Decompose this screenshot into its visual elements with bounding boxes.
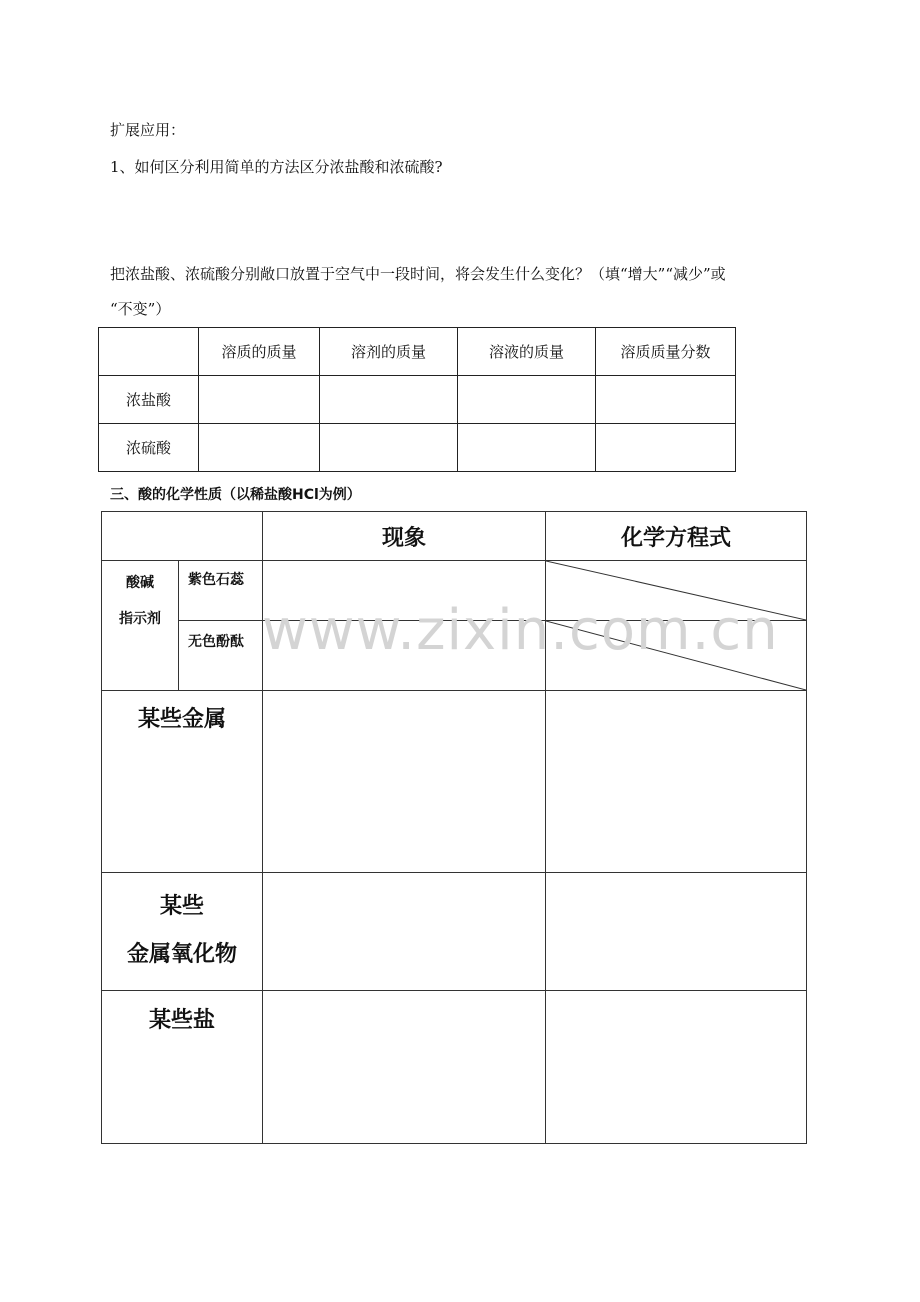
table-row <box>102 621 807 691</box>
answer-cell[interactable] <box>263 691 546 873</box>
indicator-group-label <box>102 561 179 691</box>
answer-cell[interactable] <box>458 376 596 424</box>
answer-cell[interactable] <box>199 424 320 472</box>
extend-heading: 扩展应用： <box>110 121 186 139</box>
metal-oxides-label <box>102 873 263 991</box>
phenolphthalein-label: 无色酚酞 <box>179 621 263 691</box>
answer-cell[interactable] <box>458 424 596 472</box>
table-header-cell: 溶质质量分数 <box>596 328 736 376</box>
answer-cell[interactable] <box>199 376 320 424</box>
section-3-title: 三、酸的化学性质（以稀盐酸HCl为例） <box>110 487 361 503</box>
table-row <box>99 376 736 424</box>
question-2-line-2: “不变”） <box>110 300 171 318</box>
answer-cell[interactable] <box>546 691 807 873</box>
table-row <box>102 873 807 991</box>
empty-header-cell <box>102 512 263 561</box>
answer-cell[interactable] <box>320 424 458 472</box>
crossed-out-cell <box>546 561 807 621</box>
answer-cell[interactable] <box>263 621 546 691</box>
litmus-label: 紫色石蕊 <box>179 561 263 621</box>
watermark: www.zixin.com.cn <box>262 598 779 663</box>
table-row <box>102 691 807 873</box>
table-header-cell: 溶剂的质量 <box>320 328 458 376</box>
equation-header: 化学方程式 <box>546 512 807 561</box>
phenomenon-header: 现象 <box>263 512 546 561</box>
diagonal-line <box>546 561 806 620</box>
table-header-cell <box>99 328 199 376</box>
mass-change-table <box>98 327 736 472</box>
answer-cell[interactable] <box>320 376 458 424</box>
answer-cell[interactable] <box>596 424 736 472</box>
answer-cell[interactable] <box>263 991 546 1144</box>
answer-cell[interactable] <box>546 991 807 1144</box>
table-header-cell: 溶质的质量 <box>199 328 320 376</box>
question-1: 1、如何区分利用简单的方法区分浓盐酸和浓硫酸? <box>110 158 443 176</box>
diagonal-line <box>546 621 806 690</box>
acid-properties-table <box>101 511 807 1144</box>
indicator-group-line-2: 指示剂 <box>119 611 161 627</box>
answer-cell[interactable] <box>263 873 546 991</box>
salts-label: 某些盐 <box>102 991 263 1144</box>
crossed-out-cell <box>546 621 807 691</box>
metal-oxides-line-2: 金属氧化物 <box>126 942 237 967</box>
table-row <box>102 991 807 1144</box>
table-row <box>102 561 807 621</box>
row-label: 浓盐酸 <box>99 376 199 424</box>
answer-cell[interactable] <box>263 561 546 621</box>
question-2-line-1: 把浓盐酸、浓硫酸分别敞口放置于空气中一段时间，将会发生什么变化？（填“增大”“减少”或 <box>110 265 726 283</box>
indicator-group-line-1: 酸碱 <box>126 575 154 591</box>
answer-cell[interactable] <box>596 376 736 424</box>
table-row <box>99 328 736 376</box>
table-row <box>102 512 807 561</box>
metal-oxides-line-1: 某些 <box>159 894 204 919</box>
answer-cell[interactable] <box>546 873 807 991</box>
table-header-cell: 溶液的质量 <box>458 328 596 376</box>
metals-label: 某些金属 <box>102 691 263 873</box>
table-row <box>99 424 736 472</box>
row-label: 浓硫酸 <box>99 424 199 472</box>
